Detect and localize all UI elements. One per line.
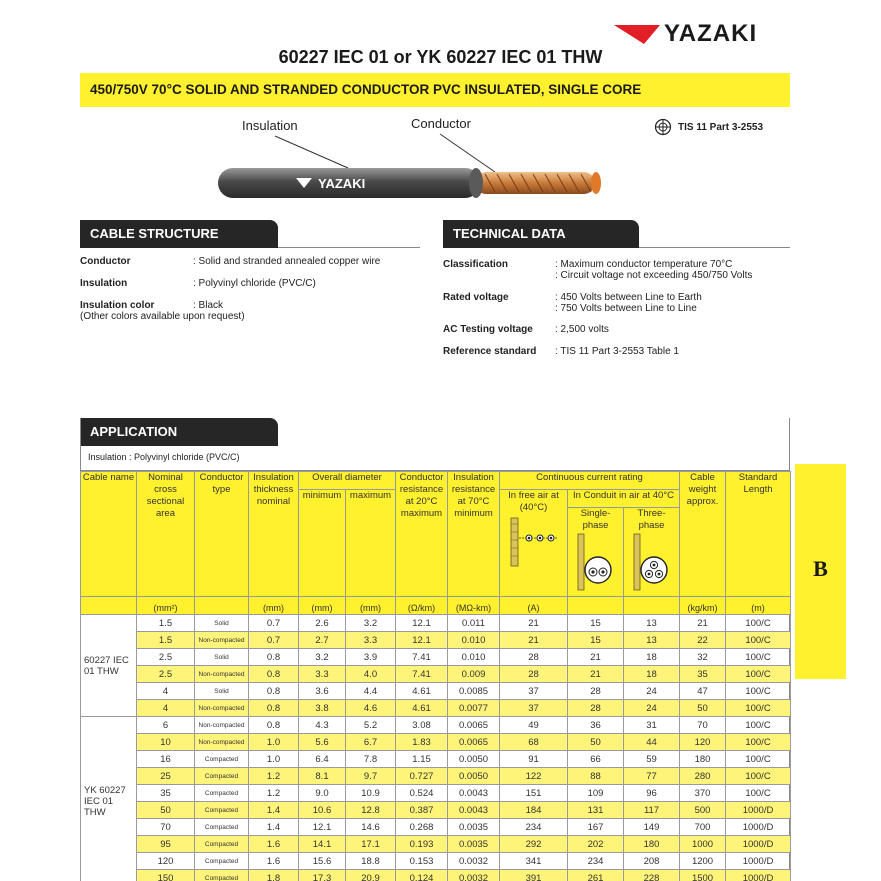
table-cell: 167 [568,819,624,836]
table-cell: 18.8 [346,853,396,870]
cable-spec-table [80,471,791,881]
th-conductor-type: Conductor type [195,472,249,597]
table-cell: Solid [195,683,249,700]
table-cell: 151 [500,785,568,802]
table-cell: 28 [500,666,568,683]
free-air-install-icon [509,516,559,568]
table-cell: 18 [624,649,680,666]
table-cell: 35 [137,785,195,802]
unit-empty [195,597,249,615]
table-cell: 12.8 [346,802,396,819]
spec-insulation-color-value: : Black [193,300,224,311]
th-conduit: In Conduit in air at 40°C [568,490,680,508]
table-cell: 0.0077 [448,700,500,717]
th-overall-diameter: Overall diameter [299,472,396,490]
certification-text: TIS 11 Part 3-2553 [678,121,764,133]
th-insulation-thickness: Insulation thickness nominal [249,472,299,597]
table-cell: 3.3 [299,666,346,683]
table-cell: 3.2 [346,615,396,632]
table-row [81,802,791,819]
table-cell: 2.5 [137,649,195,666]
table-cell: 68 [500,734,568,751]
table-cell: 1.83 [396,734,448,751]
table-cell: 122 [500,768,568,785]
table-cell: 3.08 [396,717,448,734]
table-cell: 10 [137,734,195,751]
table-cell: 35 [680,666,726,683]
table-cell: 208 [624,853,680,870]
table-cell: 0.010 [448,632,500,649]
table-cell: 0.124 [396,870,448,881]
table-cell: 12.1 [299,819,346,836]
table-cell: 100/C [726,632,791,649]
table-cell: 15.6 [299,853,346,870]
table-cell: 4.3 [299,717,346,734]
table-cell: 1.5 [137,632,195,649]
table-cell: 0.0043 [448,785,500,802]
table-cell: 28 [500,649,568,666]
section-tab [795,464,846,679]
logo-text: YAZAKI [664,20,758,47]
table-cell: 2.7 [299,632,346,649]
table-cell: 131 [568,802,624,819]
table-cell: 100/C [726,666,791,683]
table-cell: 0.7 [249,632,299,649]
table-cell: 49 [500,717,568,734]
table-cell: 100/C [726,615,791,632]
th-od-min: minimum [299,490,346,597]
table-cell: 21 [500,615,568,632]
table-cell: Compacted [195,768,249,785]
th-cable-name: Cable name [81,472,137,597]
certification [654,118,763,136]
th-conductor-resistance: Conductor resistance at 20°C maximum [396,472,448,597]
table-cell: 234 [500,819,568,836]
table-cell: 0.8 [249,649,299,666]
table-cell: 100/C [726,683,791,700]
table-cell: 21 [680,615,726,632]
table-cell: 20.9 [346,870,396,881]
table-cell: Compacted [195,853,249,870]
table-cell: 202 [568,836,624,853]
unit-conductor-resistance: (Ω/km) [396,597,448,615]
table-cell: 70 [680,717,726,734]
th-cross-section: Nominal cross sectional area [137,472,195,597]
table-row [81,751,791,768]
table-cell: 13 [624,632,680,649]
table-cell: 0.0050 [448,768,500,785]
table-cell: 0.193 [396,836,448,853]
table-cell: 3.8 [299,700,346,717]
table-cell: 0.0065 [448,717,500,734]
table-cell: 1200 [680,853,726,870]
table-cell: 1000/D [726,819,791,836]
table-cell: 36 [568,717,624,734]
spec-conductor: Conductor [80,256,131,267]
unit-od-max: (mm) [346,597,396,615]
table-cell: 1.6 [249,836,299,853]
application-heading: APPLICATION [80,418,278,446]
spec-insulation-color-note: (Other colors available upon request) [80,311,245,322]
application-subtitle: Insulation : Polyvinyl chloride (PVC/C) [88,452,240,462]
table-cell: 1.8 [249,870,299,881]
cable-structure-heading: CABLE STRUCTURE [80,220,278,248]
table-cell: 391 [500,870,568,881]
table-cell: 21 [500,632,568,649]
table-cell: 17.1 [346,836,396,853]
unit-insulation-resistance: (MΩ-km) [448,597,500,615]
table-cell: 7.41 [396,666,448,683]
cable-print-text: YAZAKI [318,176,366,191]
table-cell: 21 [568,666,624,683]
table-row [81,649,791,666]
table-cell: 0.0035 [448,836,500,853]
table-cell: 1000/D [726,870,791,881]
table-cell: 50 [680,700,726,717]
table-cell: 28 [568,700,624,717]
table-cell: 1.4 [249,819,299,836]
table-cell: 2.5 [137,666,195,683]
table-cell: 0.0032 [448,870,500,881]
table-cell: 100/C [726,768,791,785]
table-row [81,683,791,700]
table-cell: 0.524 [396,785,448,802]
table-cell: 24 [624,683,680,700]
table-cell: Non-compacted [195,666,249,683]
table-cell: 0.387 [396,802,448,819]
th-free-air: In free air at (40°C) [500,490,568,597]
spec-reference-standard: Reference standard [443,346,537,357]
table-cell: Compacted [195,870,249,881]
table-cell: 0.727 [396,768,448,785]
table-cell: 1000 [680,836,726,853]
table-row [81,734,791,751]
yazaki-logo [614,20,757,48]
section-divider [639,247,790,248]
table-cell: 50 [568,734,624,751]
table-cell: 59 [624,751,680,768]
table-cell: 292 [500,836,568,853]
table-cell: Solid [195,649,249,666]
spec-reference-standard-value: : TIS 11 Part 3-2553 Table 1 [555,346,679,357]
table-cell: 22 [680,632,726,649]
table-cell: Non-compacted [195,632,249,649]
table-cell: 0.0043 [448,802,500,819]
table-cell: 37 [500,700,568,717]
spec-ac-testing-value: : 2,500 volts [555,324,609,335]
table-cell: 120 [680,734,726,751]
unit-area: (mm²) [137,597,195,615]
table-cell: 5.6 [299,734,346,751]
table-cell: 10.9 [346,785,396,802]
table-cell: 50 [137,802,195,819]
table-cell: 100/C [726,785,791,802]
table-cell: 1.0 [249,751,299,768]
unit-weight: (kg/km) [680,597,726,615]
table-row [81,632,791,649]
table-cell: 1000/D [726,802,791,819]
table-cell: 70 [137,819,195,836]
conductor-label: Conductor [411,116,471,131]
spec-insulation-color: Insulation color [80,300,155,311]
table-cell: 6.7 [346,734,396,751]
table-cell: 1.0 [249,734,299,751]
table-cell: 3.3 [346,632,396,649]
table-cell: 117 [624,802,680,819]
table-cell: 24 [624,700,680,717]
table-cell: 15 [568,632,624,649]
table-cell: 4.61 [396,700,448,717]
table-row [81,836,791,853]
table-cell: 0.0085 [448,683,500,700]
table-cell: 1000/D [726,836,791,853]
table-cell: 4.4 [346,683,396,700]
page-title: 60227 IEC 01 or YK 60227 IEC 01 THW [278,47,603,67]
table-cell: 96 [624,785,680,802]
table-cell: 16 [137,751,195,768]
table-cell: 6 [137,717,195,734]
table-row [81,768,791,785]
table-cell: 0.7 [249,615,299,632]
table-cell: 180 [624,836,680,853]
table-cell: Non-compacted [195,734,249,751]
table-cell: 370 [680,785,726,802]
table-row [81,666,791,683]
three-phase-conduit-icon [632,532,672,592]
table-cell: 280 [680,768,726,785]
table-cell: 21 [568,649,624,666]
table-cell: Compacted [195,802,249,819]
table-cell: 28 [568,683,624,700]
table-cell: 1.6 [249,853,299,870]
table-cell: 8.1 [299,768,346,785]
unit-empty [624,597,680,615]
spec-rated-voltage-line2: : 750 Volts between Line to Line [555,303,697,314]
yazaki-swoosh-icon [614,23,660,45]
unit-current: (A) [500,597,568,615]
table-cell: 1.5 [137,615,195,632]
table-cell: 700 [680,819,726,836]
table-cell: 0.0050 [448,751,500,768]
table-cell: 14.6 [346,819,396,836]
table-cell: 4.6 [346,700,396,717]
table-cell: 341 [500,853,568,870]
spec-classification-line2: : Circuit voltage not exceeding 450/750 Volts [555,270,753,281]
table-cell: 2.6 [299,615,346,632]
section-tab-letter: B [813,556,828,581]
table-cell: 14.1 [299,836,346,853]
table-cell: Compacted [195,819,249,836]
table-cell: Compacted [195,751,249,768]
table-cell: 17.3 [299,870,346,881]
table-cell: 4.61 [396,683,448,700]
spec-insulation: Insulation [80,278,128,289]
table-cell: 13 [624,615,680,632]
table-cell: 500 [680,802,726,819]
th-weight: Cable weight approx. [680,472,726,597]
table-cell: 7.8 [346,751,396,768]
th-single-phase: Single-phase [568,508,624,597]
table-cell: 15 [568,615,624,632]
table-cell: Non-compacted [195,700,249,717]
table-cell: 184 [500,802,568,819]
table-cell: 3.2 [299,649,346,666]
table-cell: 1.2 [249,785,299,802]
th-od-max: maximum [346,490,396,597]
table-cell: 1000/D [726,853,791,870]
spec-insulation-value: : Polyvinyl chloride (PVC/C) [193,278,316,289]
table-row [81,853,791,870]
spec-rated-voltage-line1: : 450 Volts between Line to Earth [555,292,702,303]
table-cell: 100/C [726,649,791,666]
table-cell: 6.4 [299,751,346,768]
th-insulation-resistance: Insulation resistance at 70°C minimum [448,472,500,597]
table-cell: 0.011 [448,615,500,632]
table-cell: 109 [568,785,624,802]
table-cell: 66 [568,751,624,768]
table-cell: 25 [137,768,195,785]
table-cell: 100/C [726,717,791,734]
th-length: Standard Length [726,472,791,597]
unit-thickness: (mm) [249,597,299,615]
table-cell: 95 [137,836,195,853]
unit-length: (m) [726,597,791,615]
table-row [81,785,791,802]
table-cell: 100/C [726,751,791,768]
table-row [81,700,791,717]
spec-rated-voltage: Rated voltage [443,292,509,303]
table-row [81,819,791,836]
cable-name-cell: 60227 IEC 01 THW [81,615,137,717]
table-cell: 4.0 [346,666,396,683]
table-cell: 10.6 [299,802,346,819]
table-cell: 100/C [726,700,791,717]
cable-name-cell: YK 60227 IEC 01 THW [81,717,137,881]
table-cell: 4 [137,700,195,717]
table-cell: 1.4 [249,802,299,819]
table-cell: 9.7 [346,768,396,785]
table-cell: 0.0035 [448,819,500,836]
table-cell: 0.268 [396,819,448,836]
table-cell: 120 [137,853,195,870]
table-cell: 47 [680,683,726,700]
table-cell: 88 [568,768,624,785]
insulation-label: Insulation [242,118,298,133]
table-cell: 0.8 [249,717,299,734]
table-row [81,615,791,632]
spec-ac-testing: AC Testing voltage [443,324,533,335]
spec-conductor-value: : Solid and stranded annealed copper wire [193,256,381,267]
table-cell: 0.8 [249,700,299,717]
table-cell: 4 [137,683,195,700]
table-cell: Compacted [195,785,249,802]
table-cell: Solid [195,615,249,632]
table-cell: 261 [568,870,624,881]
table-cell: 12.1 [396,632,448,649]
table-cell: 18 [624,666,680,683]
table-cell: 100/C [726,734,791,751]
table-row [81,870,791,881]
table-cell: 228 [624,870,680,881]
table-cell: 77 [624,768,680,785]
unit-od-min: (mm) [299,597,346,615]
unit-empty [81,597,137,615]
table-cell: 0.010 [448,649,500,666]
table-cell: 37 [500,683,568,700]
table-cell: 180 [680,751,726,768]
single-phase-conduit-icon [576,532,616,592]
table-cell: 32 [680,649,726,666]
th-current-rating: Continuous current rating [500,472,680,490]
table-cell: 3.9 [346,649,396,666]
table-cell: 9.0 [299,785,346,802]
th-three-phase: Three-phase [624,508,680,597]
cable-illustration [200,110,610,200]
table-cell: 150 [137,870,195,881]
table-cell: 7.41 [396,649,448,666]
table-cell: Non-compacted [195,717,249,734]
technical-data-heading: TECHNICAL DATA [443,220,639,248]
table-cell: 5.2 [346,717,396,734]
unit-empty [568,597,624,615]
table-cell: 44 [624,734,680,751]
product-banner: 450/750V 70°C SOLID AND STRANDED CONDUCTOR PVC INSULATED, SINGLE CORE [80,73,790,107]
table-cell: Compacted [195,836,249,853]
table-cell: 234 [568,853,624,870]
table-cell: 0.0032 [448,853,500,870]
table-cell: 0.8 [249,666,299,683]
spec-classification-line1: : Maximum conductor temperature 70°C [555,259,733,270]
spec-classification: Classification [443,259,509,270]
table-cell: 3.6 [299,683,346,700]
section-divider [278,247,420,248]
table-cell: 1.15 [396,751,448,768]
table-cell: 31 [624,717,680,734]
table-cell: 91 [500,751,568,768]
table-cell: 0.0065 [448,734,500,751]
table-cell: 0.8 [249,683,299,700]
table-row [81,717,791,734]
table-cell: 149 [624,819,680,836]
table-cell: 1500 [680,870,726,881]
tis-mark-icon [654,118,672,136]
table-cell: 0.153 [396,853,448,870]
table-cell: 12.1 [396,615,448,632]
table-cell: 1.2 [249,768,299,785]
table-cell: 0.009 [448,666,500,683]
